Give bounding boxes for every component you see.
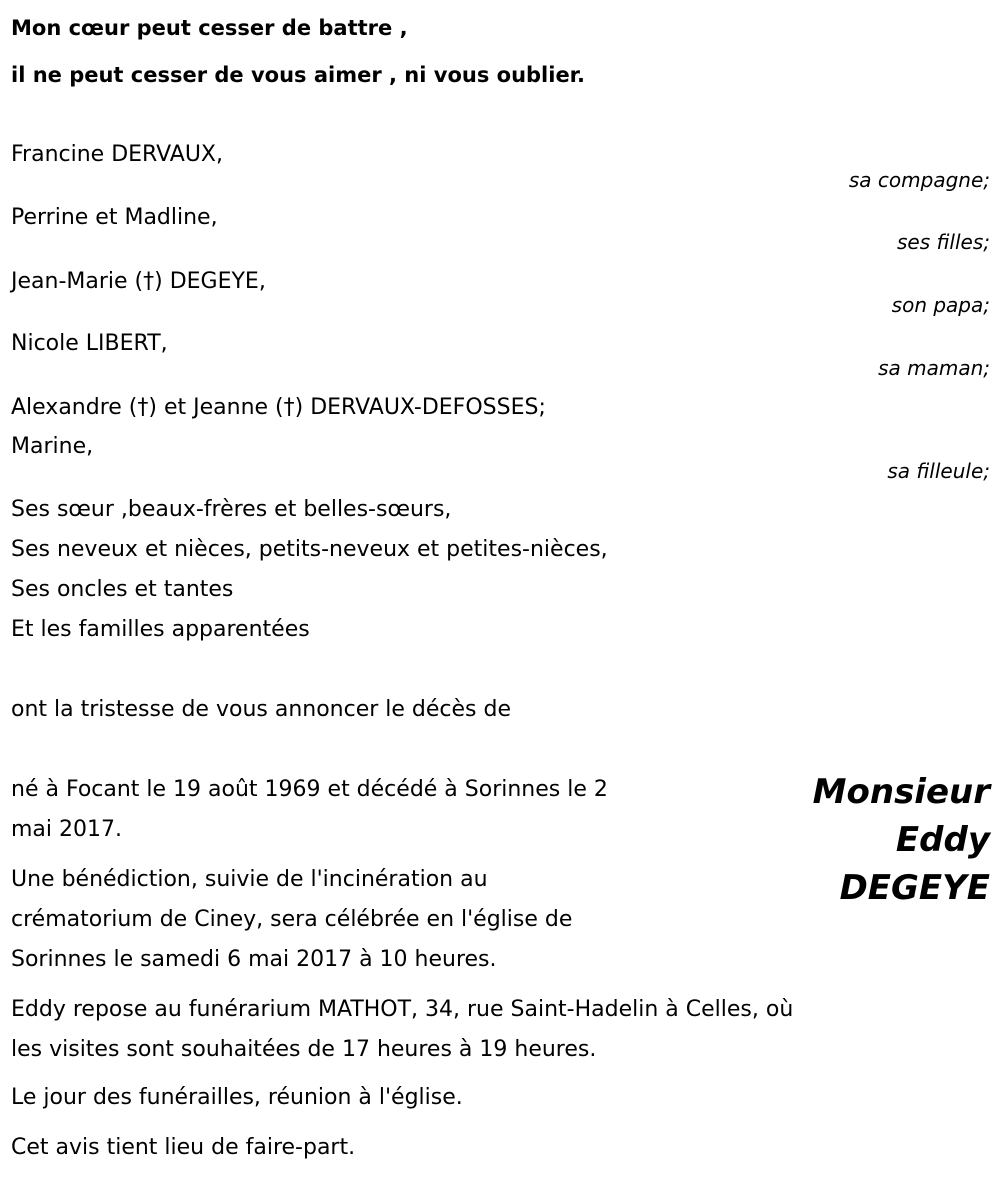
body-line: Cet avis tient lieu de faire-part.: [11, 1135, 356, 1160]
family-relation: ses filles;: [897, 230, 990, 254]
relatives-line: Ses oncles et tantes: [11, 577, 234, 602]
quote-line-1: Mon cœur peut cesser de battre ,: [11, 16, 408, 40]
deceased-title: Monsieur: [812, 772, 990, 812]
family-relation: son papa;: [891, 293, 990, 317]
family-relation: sa filleule;: [887, 459, 990, 483]
family-name: Alexandre (†) et Jeanne (†) DERVAUX-DEFOSSES;: [11, 395, 546, 420]
body-line: mai 2017.: [11, 817, 122, 842]
family-name: Marine,: [11, 434, 94, 459]
deceased-last-name: DEGEYE: [839, 868, 990, 908]
relatives-line: Ses sœur ,beaux-frères et belles-sœurs,: [11, 497, 452, 522]
body-line: Le jour des funérailles, réunion à l'église.: [11, 1085, 463, 1110]
relatives-line: Et les familles apparentées: [11, 617, 310, 642]
family-name: Perrine et Madline,: [11, 205, 218, 230]
family-relation: sa maman;: [878, 356, 990, 380]
family-relation: sa compagne;: [848, 168, 990, 192]
body-line: les visites sont souhaitées de 17 heures à 19 heures.: [11, 1037, 597, 1062]
body-line: Une bénédiction, suivie de l'incinération au: [11, 867, 488, 892]
body-line: né à Focant le 19 août 1969 et décédé à Sorinnes le 2: [11, 777, 608, 802]
family-name: Nicole LIBERT,: [11, 331, 168, 356]
announcement: ont la tristesse de vous annoncer le décès de: [11, 697, 512, 722]
body-line: crématorium de Ciney, sera célébrée en l'église de: [11, 907, 573, 932]
family-name: Francine DERVAUX,: [11, 142, 223, 167]
quote-line-2: il ne peut cesser de vous aimer , ni vous oublier.: [11, 63, 586, 87]
deceased-first-name: Eddy: [895, 820, 990, 860]
family-name: Jean-Marie (†) DEGEYE,: [11, 269, 266, 294]
body-line: Sorinnes le samedi 6 mai 2017 à 10 heures.: [11, 947, 497, 972]
deceased-name: [813, 768, 990, 912]
relatives-line: Ses neveux et nièces, petits-neveux et petites-nièces,: [11, 537, 608, 562]
body-line: Eddy repose au funérarium MATHOT, 34, rue Saint-Hadelin à Celles, où: [11, 997, 794, 1022]
